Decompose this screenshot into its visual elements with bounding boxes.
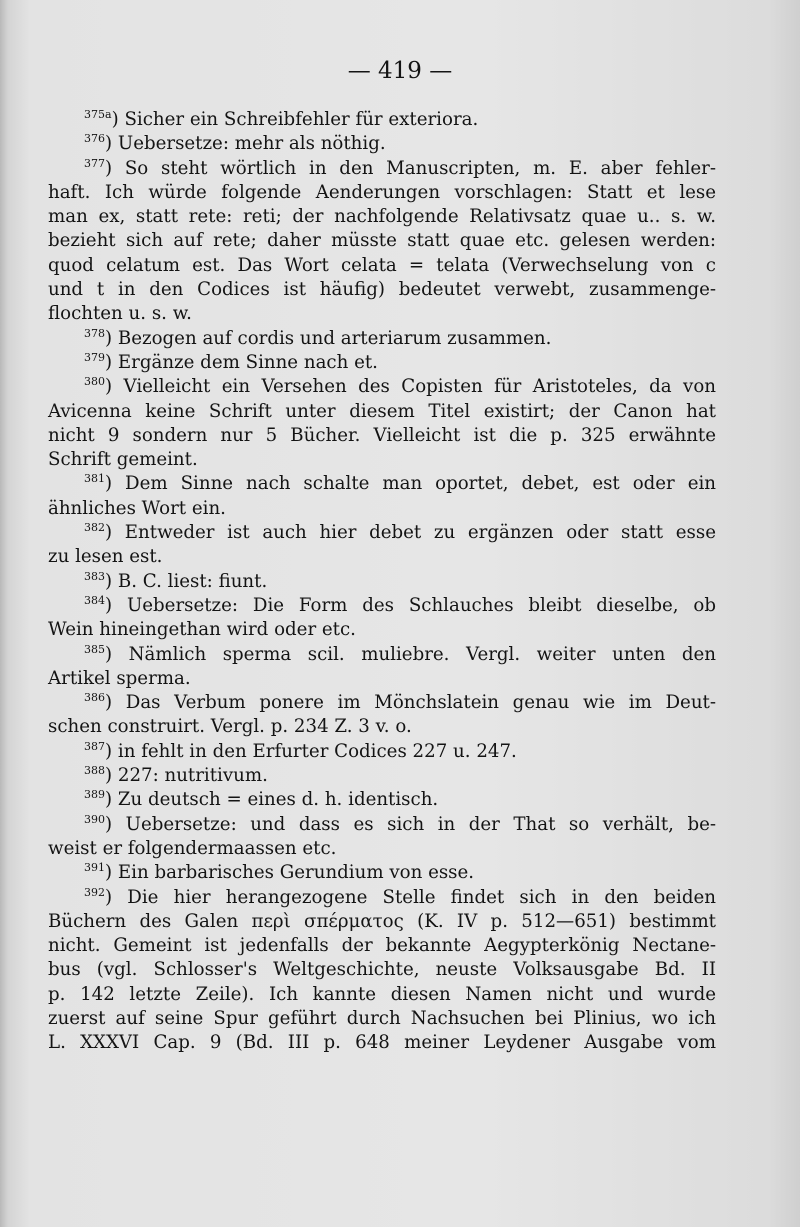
footnote-number: 381 [84,472,105,486]
text-line [48,958,716,982]
footnote-line [48,157,716,181]
line-text: ) Ein barbarisches Gerundium von esse. [105,862,475,884]
footnote-line [48,813,716,837]
footnote-line [48,691,716,715]
footnote-text [48,108,716,1056]
text-line [48,497,716,521]
line-text: ) Dem Sinne nach schalte man oportet, debet, est oder ein [105,473,716,495]
text-line [48,618,716,642]
line-text: ) Zu deutsch = eines d. h. identisch. [105,789,439,811]
footnote-line [48,788,716,812]
footnote-number: 376 [84,132,105,146]
text-line [48,545,716,569]
text-line [48,667,716,691]
footnote-line [48,327,716,351]
page-number: — 419 — [347,58,453,84]
line-text: ) in fehlt in den Erfurter Codices 227 u. 247. [105,740,517,762]
line-text: flochten u. s. w. [48,303,192,325]
line-text: Avicenna keine Schrift unter diesem Titel existirt; der Canon hat [48,400,716,422]
line-text: schen construirt. Vergl. p. 234 Z. 3 v. o. [48,716,412,738]
text-line [48,424,716,448]
footnote-number: 387 [84,739,105,753]
line-text: ) Uebersetze: und dass es sich in der That so verhält, be- [105,813,716,835]
footnote-line [48,764,716,788]
footnote-number: 386 [84,691,105,705]
line-text: ) Bezogen auf cordis und arteriarum zusammen. [105,327,552,349]
footnote-number: 388 [84,764,105,778]
line-text: Wein hineingethan wird oder etc. [48,619,356,641]
footnote-number: 380 [84,375,105,389]
line-text: nicht. Gemeint ist jedenfalls der bekannte Aegypterkönig Nectane- [48,935,716,957]
text-line [48,983,716,1007]
line-text: ) Uebersetze: Die Form des Schlauches bleibt dieselbe, ob [105,594,716,616]
footnote-line [48,643,716,667]
line-text: ähnliches Wort ein. [48,497,226,519]
text-line [48,205,716,229]
line-text: ) Uebersetze: mehr als nöthig. [105,133,386,155]
line-text: zu lesen est. [48,546,163,568]
text-line [48,837,716,861]
footnote-line [48,594,716,618]
line-text: ) Die hier herangezogene Stelle findet sich in den beiden [105,886,716,908]
line-text: bezieht sich auf rete; daher müsste statt quae etc. gelesen werden: [48,230,716,252]
line-text: man ex, statt rete: reti; der nachfolgende Relativsatz quae u.. s. w. [48,206,716,228]
line-text: ) So steht wörtlich in den Manuscripten, m. E. aber fehler- [105,157,716,179]
text-line [48,254,716,278]
footnote-number: 391 [84,861,105,875]
footnote-line [48,472,716,496]
text-line [48,934,716,958]
line-text: nicht 9 sondern nur 5 Bücher. Vielleicht ist die p. 325 erwähnte [48,424,716,446]
line-text: Artikel sperma. [48,667,191,689]
footnote-number: 377 [84,156,105,170]
footnote-number: 384 [84,593,105,607]
text-line [48,1007,716,1031]
text-line [48,400,716,424]
footnote-line [48,132,716,156]
text-line [48,448,716,472]
text-line [48,229,716,253]
line-text: ) 227: nutritivum. [105,765,268,787]
line-text: weist er folgendermaassen etc. [48,837,337,859]
line-text: ) Ergänze dem Sinne nach et. [105,351,378,373]
line-text: haft. Ich würde folgende Aenderungen vorschlagen: Statt et lese [48,181,716,203]
footnote-number: 389 [84,788,105,802]
line-text: ) Entweder ist auch hier debet zu ergänzen oder statt esse [105,522,716,544]
line-text: ) Sicher ein Schreibfehler für exteriora. [111,109,479,130]
text-line [48,302,716,326]
footnote-number: 375a [84,108,112,121]
footnote-number: 385 [84,642,105,656]
footnote-number: 378 [84,326,105,340]
footnote-line [48,740,716,764]
line-text: ) Vielleicht ein Versehen des Copisten für Aristoteles, da von [105,376,716,398]
text-line [48,910,716,934]
line-text: quod celatum est. Das Wort celata = telata (Verwechselung von c [48,254,716,276]
line-text: L. XXXVI Cap. 9 (Bd. III p. 648 meiner Leydener Ausgabe vom [48,1032,716,1054]
footnote-number: 382 [84,521,105,535]
footnote-line [48,861,716,885]
footnote-number: 390 [84,812,105,826]
line-text: und t in den Codices ist häufig) bedeutet verwebt, zusammenge- [48,279,716,301]
footnote-line [48,886,716,910]
footnote-number: 392 [84,885,105,899]
line-text: ) B. C. liest: fiunt. [105,570,268,592]
line-text: Büchern des Galen περὶ σπέρματος (K. IV p. 512—651) bestimmt [48,910,716,932]
footnote-number: 383 [84,569,105,583]
footnote-line [48,570,716,594]
line-text: ) Das Verbum ponere im Mönchslatein genau wie im Deut- [105,692,716,714]
line-text: ) Nämlich sperma scil. muliebre. Vergl. weiter unten den [105,643,716,665]
line-text: bus (vgl. Schlosser's Weltgeschichte, neuste Volksausgabe Bd. II [48,959,716,981]
text-line [48,278,716,302]
text-line [48,181,716,205]
footnote-line [48,108,716,132]
line-text: zuerst auf seine Spur geführt durch Nachsuchen bei Plinius, wo ich [48,1007,716,1029]
line-text: p. 142 letzte Zeile). Ich kannte diesen Namen nicht und wurde [48,983,716,1005]
footnote-line [48,351,716,375]
line-text: Schrift gemeint. [48,449,198,471]
text-line [48,1031,716,1055]
footnote-line [48,375,716,399]
footnote-number: 379 [84,350,105,364]
footnote-line [48,521,716,545]
text-line [48,715,716,739]
